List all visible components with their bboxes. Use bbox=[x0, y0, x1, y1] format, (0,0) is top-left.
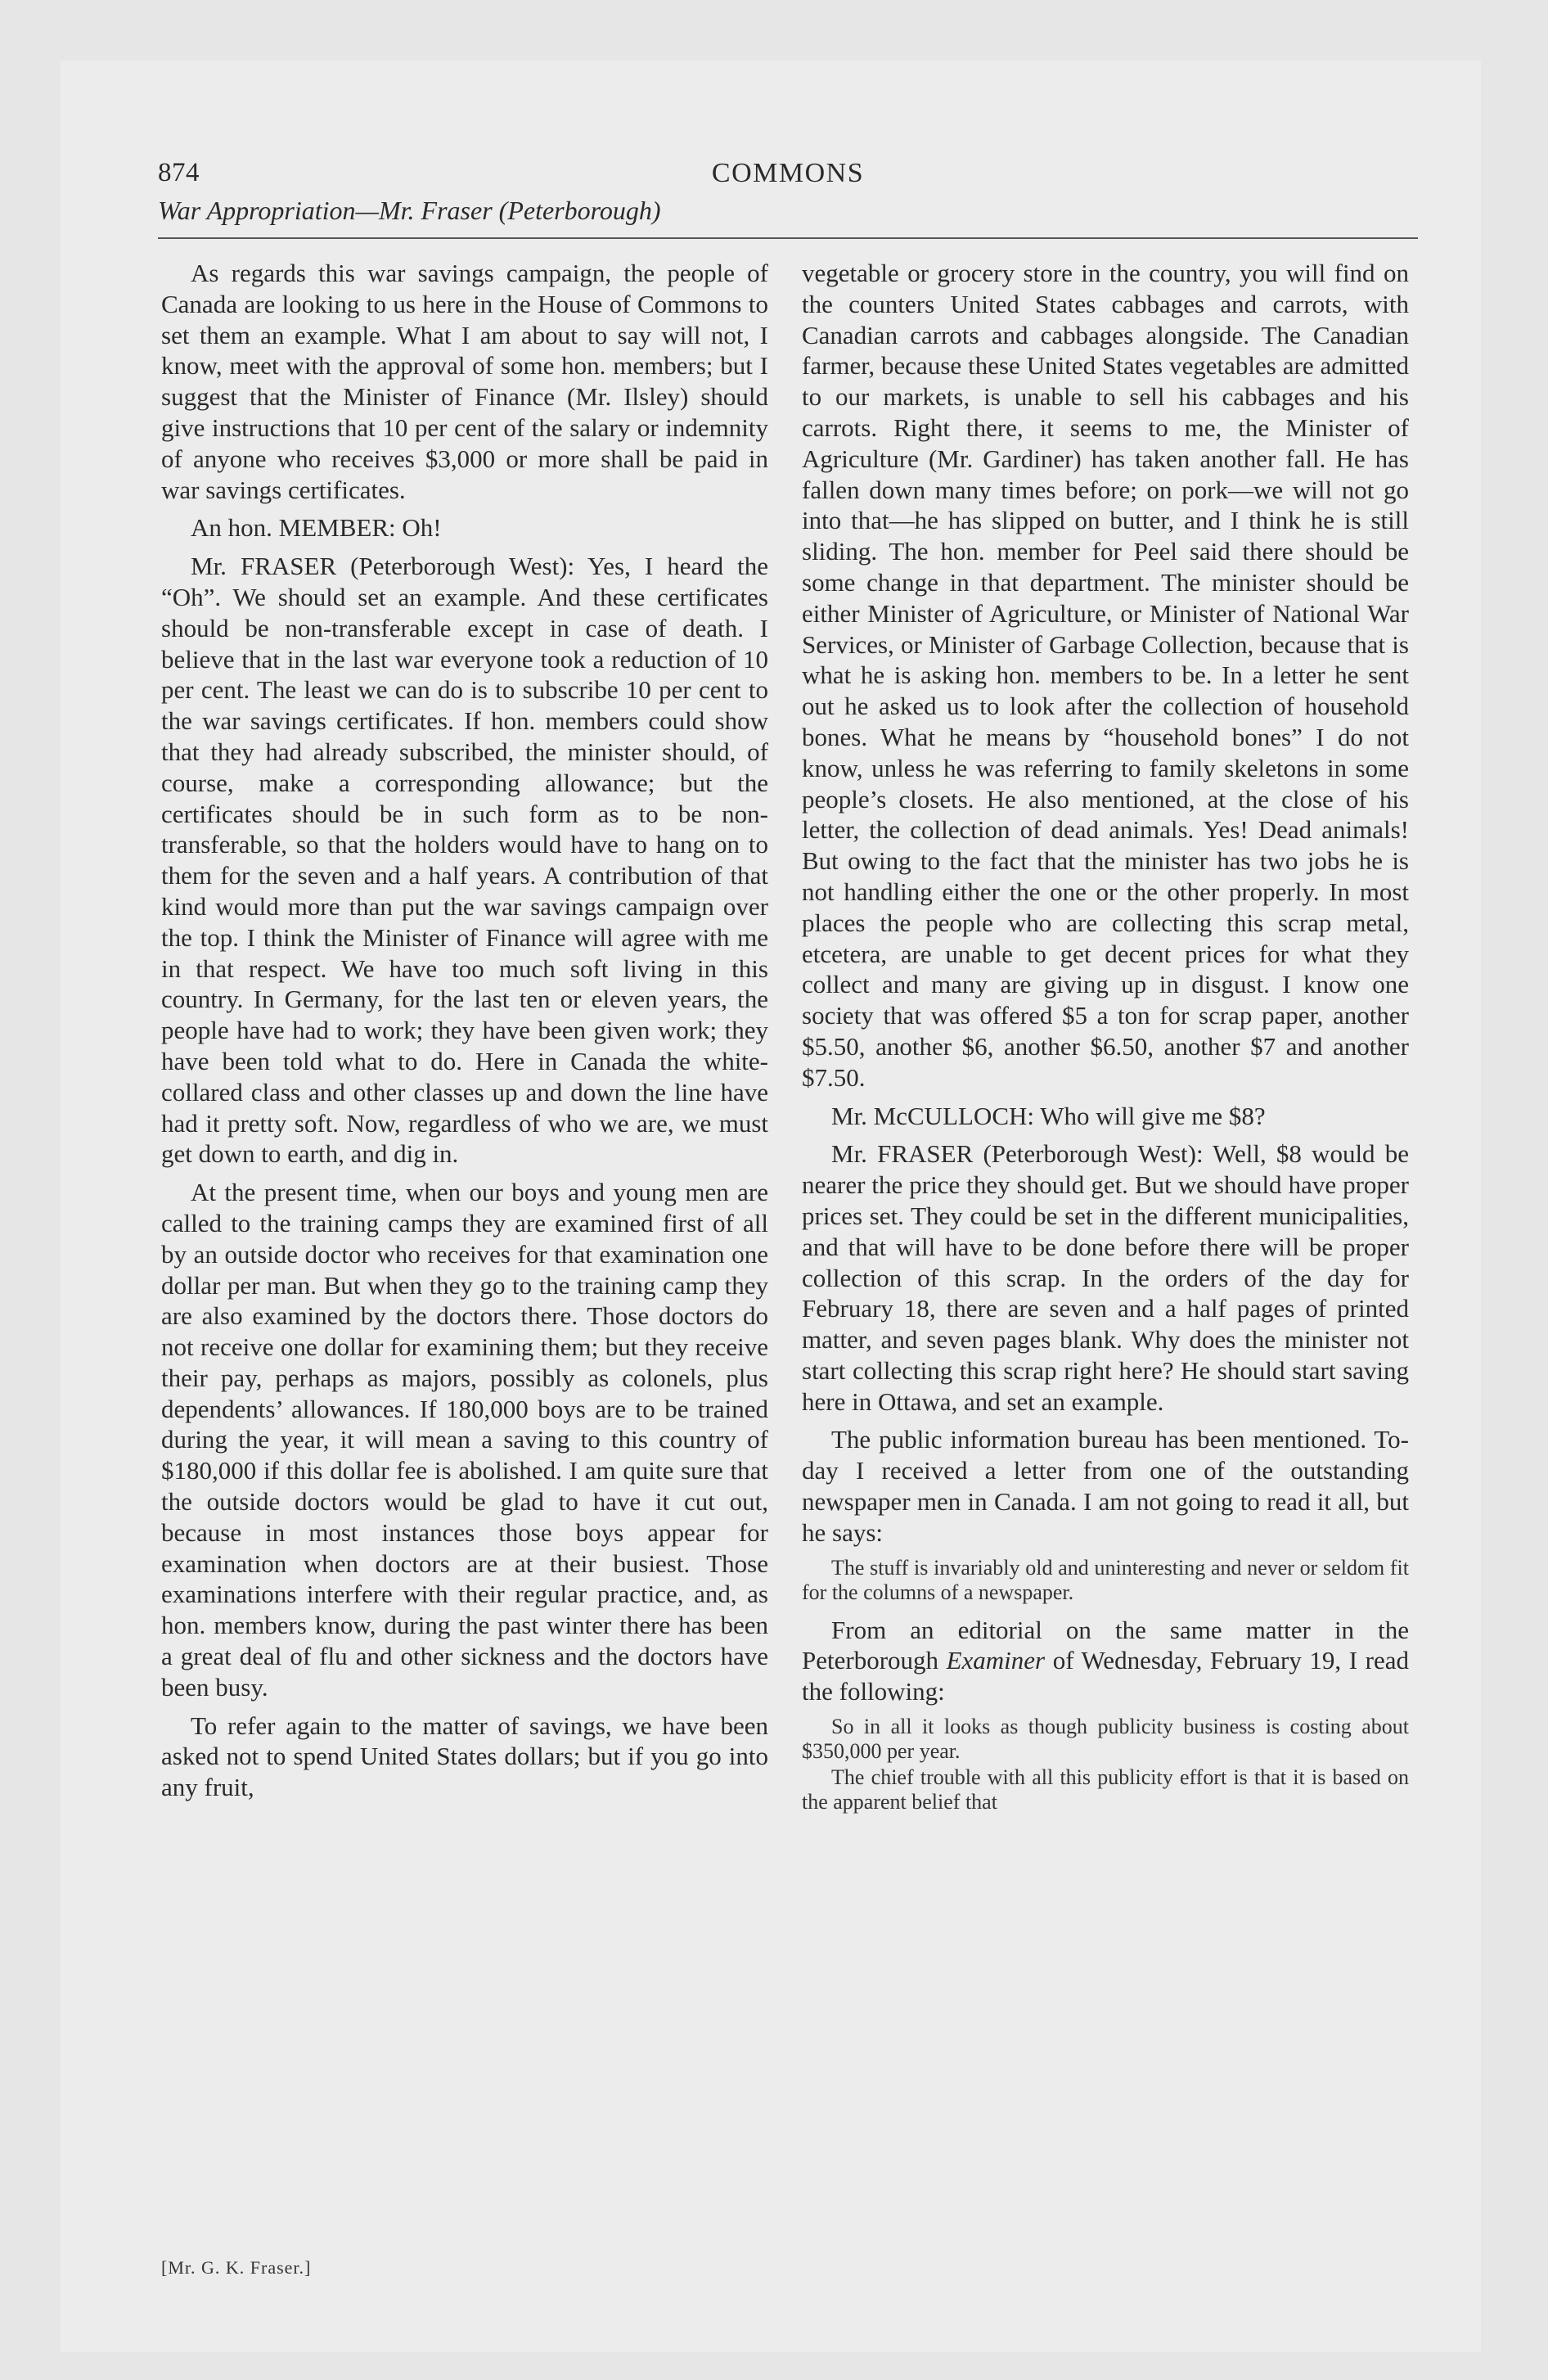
paragraph-text: of Wednesday, February 19, I read the following: bbox=[802, 1646, 1409, 1706]
paragraph: As regards this war savings campaign, the people of Canada are looking to us here in the House of Commons to set them an example. What I am about to say will not, I know, meet with the approval of some hon. members; but I suggest that the Minister of Finance (Mr. Ilsley) should give instructions that 10 per cent of the salary or indemnity of anyone who receives $3,000 or more shall be paid in war savings certificates. bbox=[161, 259, 768, 504]
speaker-paragraph: Mr. FRASER (Peterborough West): Well, $8 would be nearer the price they should get. But we should have proper prices set. They could be set in the different municipalities, and that will have to be done before there will be proper collection of this scrap. In the orders of the day for February 18, there are seven and a half pages of printed matter, and seven pages blank. Why does the minister not start collecting this scrap right here? He should start saving here in Ottawa, and set an example. bbox=[802, 1139, 1409, 1416]
page-header bbox=[158, 158, 1418, 240]
running-head: COMMONS bbox=[711, 158, 865, 188]
interjection: An hon. MEMBER: Oh! bbox=[191, 513, 442, 543]
right-column bbox=[802, 258, 1409, 1824]
paragraph bbox=[802, 1615, 1409, 1707]
section-subhead: War Appropriation—Mr. Fraser (Peterborough) bbox=[158, 196, 661, 225]
speaker-paragraph: Mr. FRASER (Peterborough West): Yes, I heard the “Oh”. We should set an example. And these certificates should be non-transferable except in case of death. I believe that in the last war everyone took a reduction of 10 per cent. The least we can do is to subscribe 10 per cent to the war savings certificates. If hon. members could show that they had already subscribed, the minister should, of course, make a corresponding allowance; but the certificates should be in such form as to be non-transferable, so that the holders would have to hang on to them for the seven and a half years. A contribution of that kind would more than put the war savings campaign over the top. I think the Minister of Finance will agree with me in that respect. We have too much soft living in this country. In Germany, for the last ten or eleven years, the people have had to work; they have been given work; they have been told what to do. Here in Canada the white-collared class and other classes up and down the line have had it pretty soft. Now, regardless of who we are, we must get down to earth, and dig in. bbox=[161, 552, 768, 1169]
paragraph-text: From an editorial on the same matter in the Peterborough bbox=[802, 1615, 1409, 1675]
left-column bbox=[161, 258, 768, 1810]
newspaper-title: Examiner bbox=[946, 1646, 1046, 1675]
block-quote: The chief trouble with all this publicity effort is that it is based on the apparent belief that bbox=[802, 1765, 1409, 1814]
header-rule bbox=[158, 237, 1418, 239]
paragraph: To refer again to the matter of savings, we have been asked not to spend United States dollars; but if you go into any fruit, bbox=[161, 1711, 768, 1802]
speaker-reference: [Mr. G. K. Fraser.] bbox=[161, 2257, 312, 2278]
block-quote: So in all it looks as though publicity business is costing about $350,000 per year. bbox=[802, 1715, 1409, 1764]
page-number: 874 bbox=[158, 158, 200, 187]
paragraph: The public information bureau has been mentioned. To-day I received a letter from one of the outstanding newspaper men in Canada. I am not going to read it all, but he says: bbox=[802, 1425, 1409, 1547]
interjection: Mr. McCULLOCH: Who will give me $8? bbox=[831, 1101, 1266, 1130]
continued-paragraph: vegetable or grocery store in the country, you will find on the counters United States cabbages and carrots, with Canadian carrots and cabbages alongside. The Canadian farmer, because these United States vegetables are admitted to our markets, is unable to sell his cabbages and his carrots. Right there, it seems to me, the Minister of Agriculture (Mr. Gardiner) has taken another fall. He has fallen down many times before; on pork—we will not go into that—he has slipped on butter, and I think he is still sliding. The hon. member for Peel said there should be some change in that department. The minister should be either Minister of Agriculture, or Minister of National War Services, or Minister of Garbage Collection, because that is what he is asking hon. members to be. In a letter he sent out he asked us to look after the collection of household bones. What he means by “household bones” I do not know, unless he was referring to family skeletons in some people’s closets. He also mentioned, at the close of his letter, the collection of dead animals. Yes! Dead animals! But owing to the fact that the minister has two jobs he is not handling either the one or the other properly. In most places the people who are collecting this scrap metal, etcetera, are unable to get decent prices for what they collect and many are giving up in disgust. I know one society that was offered $5 a ton for scrap paper, another $5.50, another $6, another $6.50, another $7 and another $7.50. bbox=[802, 259, 1409, 1092]
paragraph: At the present time, when our boys and young men are called to the training camps they are examined first of all by an outside doctor who receives for that examination one dollar per man. But when they go to the training camp they are also examined by the doctors there. Those doctors do not receive one dollar for examining them; but they receive their pay, perhaps as majors, possibly as colonels, plus dependents’ allowances. If 180,000 boys are to be trained during the year, it will mean a saving to this country of $180,000 if this dollar fee is abolished. I am quite sure that the outside doctors would be glad to have it cut out, because in most instances those boys appear for examination when doctors are at their busiest. Those examinations interfere with their regular practice, and, as hon. members know, during the past winter there has been a great deal of flu and other sickness and the doctors have been busy. bbox=[161, 1178, 768, 1702]
block-quote: The stuff is invariably old and uninteresting and never or seldom fit for the columns of a newspaper. bbox=[802, 1555, 1409, 1604]
